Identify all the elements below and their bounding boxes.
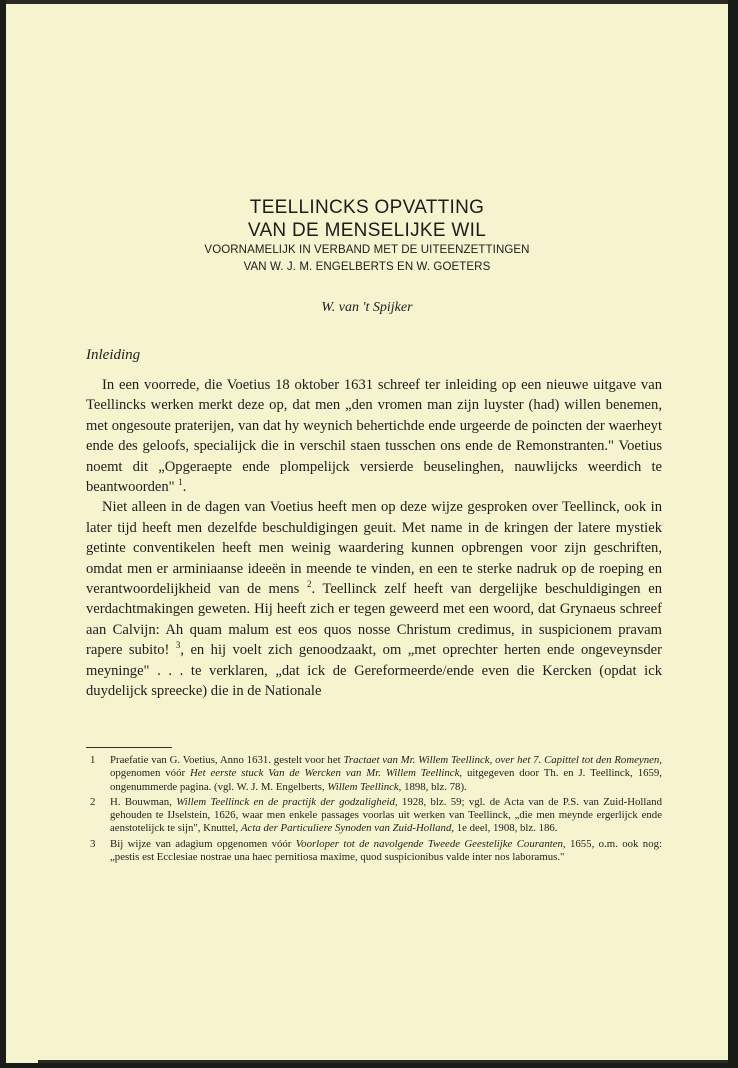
footnote-italic: Het eerste stuck Van de Wercken van Mr. Willem Teellinck, xyxy=(190,767,463,780)
footnote-text: 1e deel, 1908, blz. 186. xyxy=(454,822,558,835)
paragraph-1 xyxy=(86,375,662,497)
paragraph-1-end: . xyxy=(182,479,187,496)
footnote-text: 1928, blz. 59; vgl. de Acta van de P.S. van Zuid-Holland gehouden te IJselstein, 1626, waar men enkele passages voorlas uit werken van Teellinck, „die men meynde ergerlijck ende aenstotelijck te sijn", Knuttel, xyxy=(110,795,662,835)
paragraph-2-text-c: , en hij voelt zich genoodzaakt, om „met oprechter herten ende ongeveynsder meyninge" . . . te verklaren, „dat ick de Gereformeerde/ende even die Kercken (opdat ick duydelijck spreecke) die in de Nationale xyxy=(86,642,662,700)
footnote-1 xyxy=(86,754,662,794)
footnote-italic: Willem Teellinck en de practijk der godzaligheid, xyxy=(176,795,398,808)
paragraph-2-text-b: . Teellinck zelf heeft van dergelijke beschuldigingen en verdachtmakingen geweten. Hij heeft zich er tegen geweerd met een woord, dat Grynaeus schreef aan Calvijn: Ah quam malum est eos quos nosse Christum credimus, in suspicionem pravam rapere subito! xyxy=(86,581,662,659)
footnote-text: uitgegeven door Th. en J. Teellinck, 1659, ongenummerde pagina. (vgl. W. J. M. Engelberts, xyxy=(110,767,662,793)
footnote-text: H. Bouwman, xyxy=(110,795,177,808)
footnote-ref-3: 3 xyxy=(175,640,181,651)
footnote-text: 1898, blz. 78). xyxy=(401,780,467,793)
footnote-ref-2: 2 xyxy=(307,579,312,590)
footnote-divider xyxy=(86,747,172,748)
footnote-text: Bij wijze van adagium opgenomen vóór xyxy=(110,837,296,850)
footnote-number: 2 xyxy=(90,795,96,808)
footnote-number: 3 xyxy=(90,837,96,850)
footnote-number: 1 xyxy=(90,754,96,766)
footnote-text: Praefatie van G. Voetius, Anno 1631. gestelt voor het xyxy=(110,754,344,766)
footnote-italic: Willem Teellinck, xyxy=(327,780,402,793)
footnote-italic: Tractaet van Mr. Willem Teellinck, over het 7. Capittel tot den Romeynen, xyxy=(343,754,663,766)
author-name: W. van 't Spijker xyxy=(321,300,413,315)
paragraph-2 xyxy=(86,497,662,701)
article-title-line-2: VAN DE MENSELIJKE WIL xyxy=(247,220,487,241)
body-text xyxy=(86,375,662,702)
article-subtitle-line-1: VOORNAMELIJK IN VERBAND MET DE UITEENZETTINGEN xyxy=(204,244,530,256)
footnote-italic: Acta der Particuliere Synoden van Zuid-Holland, xyxy=(240,822,455,835)
paragraph-2-text-a: Niet alleen in de dagen van Voetius heeft men op deze wijze gesproken over Teellinck, ook in later tijd heeft men dezelfde beschuldigingen geuit. Met name in de kringen der latere mystiek getinte conventikelen heeft men weinig waardering kunnen opbrengen voor zijn geschriften, omdat men er arminiaanse ideeën in meende te vinden, en een te sterke nadruk op de roeping en verantwoordelijkheid van de mens xyxy=(86,499,662,598)
footnote-ref-1: 1 xyxy=(178,477,183,488)
footnote-2 xyxy=(86,796,662,836)
footnote-3 xyxy=(86,838,662,865)
title-block xyxy=(6,196,728,276)
paragraph-1-text: In een voorrede, die Voetius 18 oktober 1631 schreef ter inleiding op een nieuwe uitgave van Teellincks werken merkt deze op, dat men „den vromen man zijn luyster (had) willen benemen, met ongesoute praterijen, van dat hy weynich behertichde ende urgeerde de poincten der waerheyt ende des geloofs, specialijck die in verschil staen tusschen ons ende de Remonstranten." Voetius noemt dit „Opgeraepte ende plompelijck versierde beuselinghen, nauwlijcks weerdich te beantwoorden" xyxy=(86,377,662,496)
article-subtitle-line-2: VAN W. J. M. ENGELBERTS EN W. GOETERS xyxy=(243,261,491,273)
footnote-text: 1655, o.m. ook nog: „pestis est Ecclesiae nostrae una haec pernitiosa maxime, quod suspicionibus valde inter nos laboramus." xyxy=(110,837,662,864)
footnotes xyxy=(86,754,662,866)
footnote-text: opgenomen vóór xyxy=(110,767,190,780)
footnote-italic: Voorloper tot de navolgende Tweede Geestelijke Couranten, xyxy=(295,837,566,850)
article-title-line-1: TEELLINCKS OPVATTING xyxy=(249,197,485,218)
section-heading: Inleiding xyxy=(86,347,141,363)
